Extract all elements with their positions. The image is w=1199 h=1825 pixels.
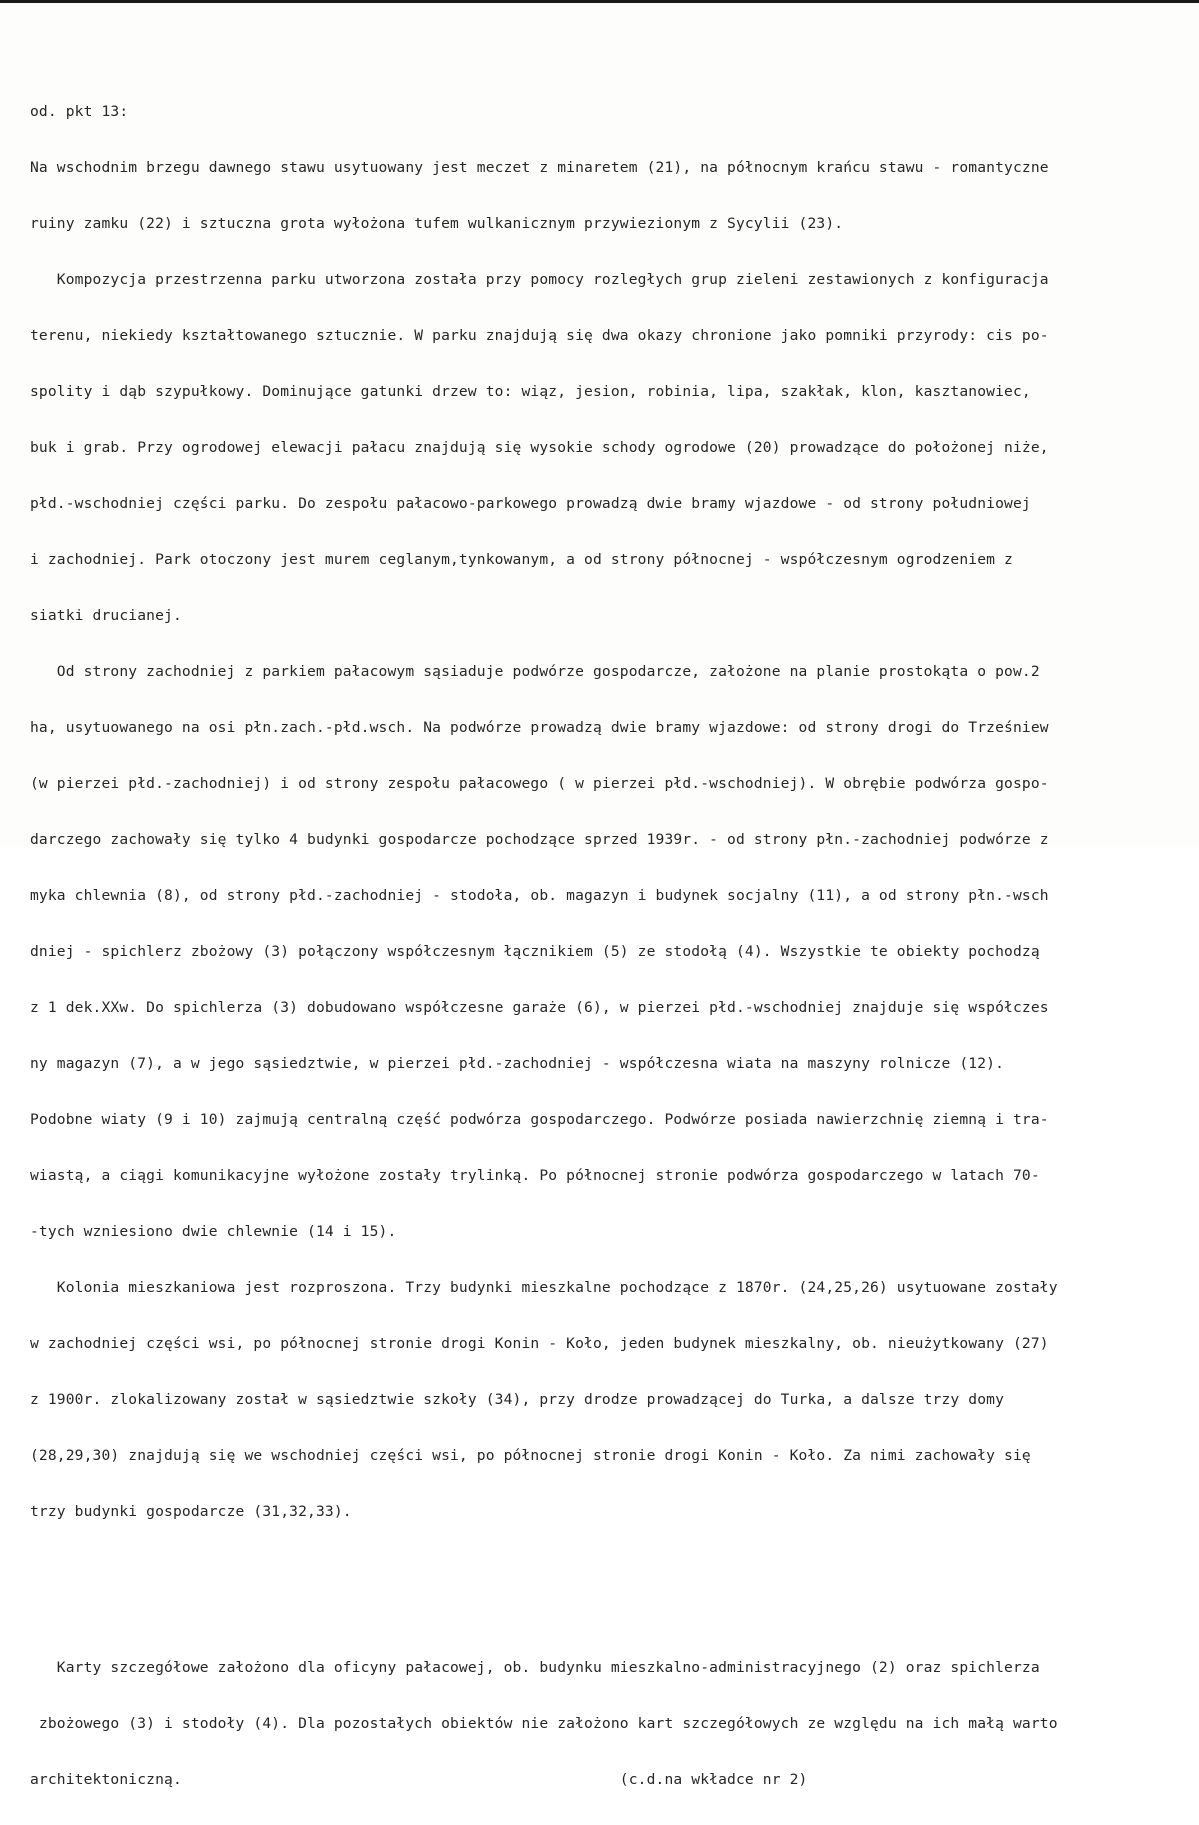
text-line: z 1900r. zlokalizowany został w sąsiedztwie szkoły (34), przy drodze prowadzącej do Turka, a dalsze trzy domy [30, 1391, 1005, 1408]
text-line: -tych wzniesiono dwie chlewnie (14 i 15). [30, 1223, 397, 1240]
text-line: myka chlewnia (8), od strony płd.-zachodniej - stodoła, ob. magazyn i budynek socjalny (11), a od strony płn.-wsch [30, 887, 1049, 904]
text-line: płd.-wschodniej części parku. Do zespołu pałacowo-parkowego prowadzą dwie bramy wjazdowe - od strony południowej [30, 495, 1031, 512]
text-line: trzy budynki gospodarcze (31,32,33). [30, 1503, 352, 1520]
text-line: w zachodniej części wsi, po północnej stronie drogi Konin - Koło, jeden budynek mieszkalny, ob. nieużytkowany (27) [30, 1335, 1049, 1352]
text-line: siatki drucianej. [30, 607, 182, 624]
text-line: Kolonia mieszkaniowa jest rozproszona. Trzy budynki mieszkalne pochodzące z 1870r. (24,25,26) usytuowane zostały [30, 1279, 1058, 1296]
text-line: Podobne wiaty (9 i 10) zajmują centralną część podwórza gospodarczego. Podwórze posiada nawierzchnię ziemną i tra- [30, 1111, 1049, 1128]
text-line: Od strony zachodniej z parkiem pałacowym sąsiaduje podwórze gospodarcze, założone na planie prostokąta o pow.2 [30, 663, 1040, 680]
typewritten-page [30, 67, 1199, 1825]
text-line: ny magazyn (7), a w jego sąsiedztwie, w pierzei płd.-zachodniej - współczesna wiata na maszyny rolnicze (12). [30, 1055, 1005, 1072]
closing-line: architektoniczną. (c.d.na wkładce nr 2) [30, 1771, 808, 1788]
text-line: od. pkt 13: [30, 103, 129, 120]
closing-line: zbożowego (3) i stodoły (4). Dla pozostałych obiektów nie założono kart szczegółowych ze względu na ich małą warto [30, 1715, 1058, 1732]
text-line: darczego zachowały się tylko 4 budynki gospodarcze pochodzące sprzed 1939r. - od strony płn.-zachodniej podwórze z [30, 831, 1049, 848]
text-line: wiastą, a ciągi komunikacyjne wyłożone zostały trylinką. Po północnej stronie podwórza gospodarczego w latach 70- [30, 1167, 1040, 1184]
closing-line: Karty szczegółowe założono dla oficyny pałacowej, ob. budynku mieszkalno-administracyjnego (2) oraz spichlerza [30, 1659, 1040, 1676]
text-line: (28,29,30) znajdują się we wschodniej części wsi, po północnej stronie drogi Konin - Koło. Za nimi zachowały się [30, 1447, 1031, 1464]
text-line: terenu, niekiedy kształtowanego sztucznie. W parku znajdują się dwa okazy chronione jako pomniki przyrody: cis po- [30, 327, 1049, 344]
text-line: i zachodniej. Park otoczony jest murem ceglanym,tynkowanym, a od strony północnej - współczesnym ogrodzeniem z [30, 551, 1013, 568]
text-line: z 1 dek.XXw. Do spichlerza (3) dobudowano współczesne garaże (6), w pierzei płd.-wschodniej znajduje się współczes [30, 999, 1049, 1016]
text-line: ruiny zamku (22) i sztuczna grota wyłożona tufem wulkanicznym przywiezionym z Sycylii (23). [30, 215, 844, 232]
text-line: dniej - spichlerz zbożowy (3) połączony współczesnym łącznikiem (5) ze stodołą (4). Wszystkie te obiekty pochodzą [30, 943, 1040, 960]
text-line: ha, usytuowanego na osi płn.zach.-płd.wsch. Na podwórze prowadzą dwie bramy wjazdowe: od strony drogi do Trześniew [30, 719, 1049, 736]
text-line: buk i grab. Przy ogrodowej elewacji pałacu znajdują się wysokie schody ogrodowe (20) prowadzące do położonej niże, [30, 439, 1049, 456]
text-line: Kompozycja przestrzenna parku utworzona została przy pomocy rozległych grup zieleni zestawionych z konfiguracja [30, 271, 1049, 288]
text-line: Na wschodnim brzegu dawnego stawu usytuowany jest meczet z minaretem (21), na północnym krańcu stawu - romantyczne [30, 159, 1049, 176]
text-line: spolity i dąb szypułkowy. Dominujące gatunki drzew to: wiąz, jesion, robinia, lipa, szakłak, klon, kasztanowiec, [30, 383, 1031, 400]
text-line: (w pierzei płd.-zachodniej) i od strony zespołu pałacowego ( w pierzei płd.-wschodniej). W obrębie podwórza gospo- [30, 775, 1049, 792]
paragraph-gap [30, 1574, 1199, 1606]
